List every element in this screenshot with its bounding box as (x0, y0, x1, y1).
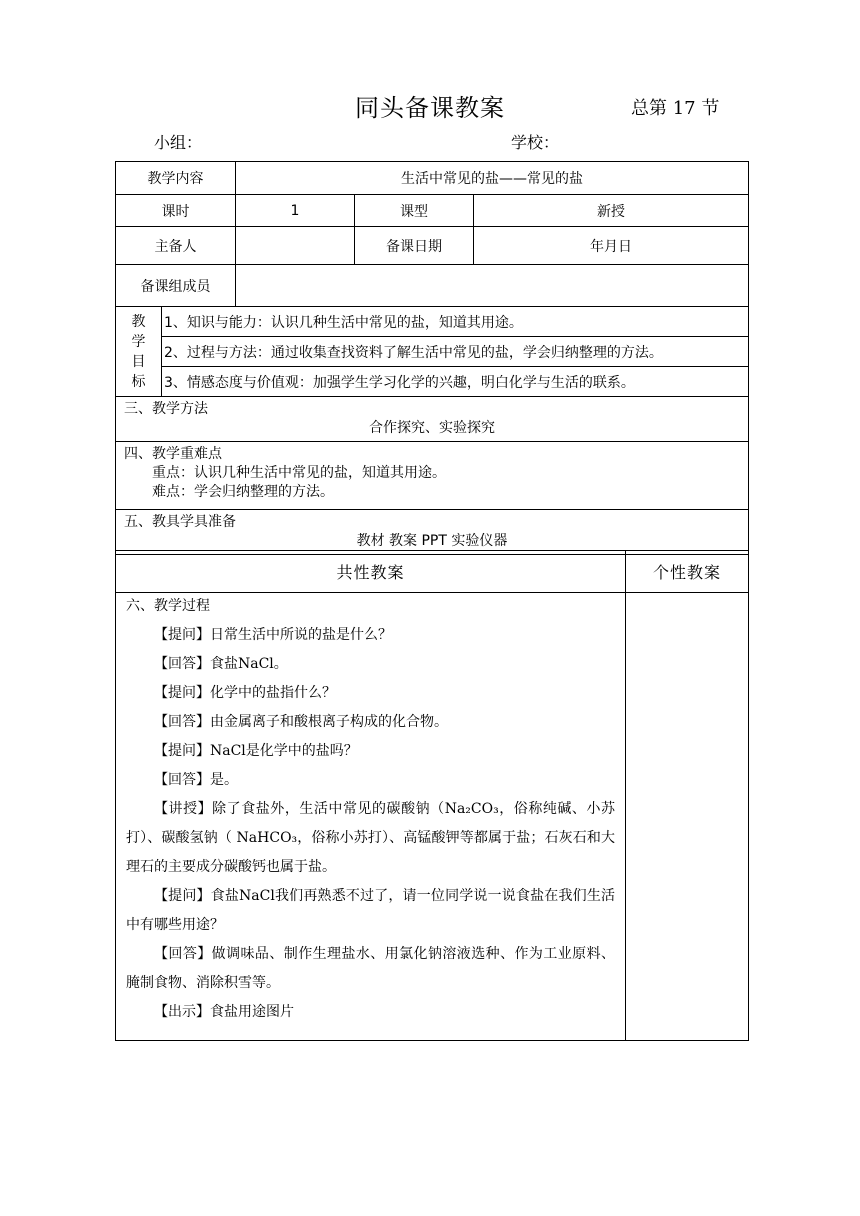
content-label: 教学内容 (116, 162, 236, 195)
process-item: 【讲授】除了食盐外，生活中常见的碳酸钠（Na₂CO₃，俗称纯碱、小苏打）、碳酸氢钠（ NaHCO₃，俗称小苏打）、高锰酸钾等都属于盐；石灰石和大理石的主要成分碳酸钙也属于盐。 (126, 801, 615, 875)
group-label: 小组： (154, 133, 203, 152)
type-value: 新授 (474, 195, 749, 227)
personal-plan-content (626, 593, 749, 1041)
tools-value: 教材 教案 PPT 实验仪器 (356, 533, 508, 549)
process-item: 【回答】做调味品、制作生理盐水、用氯化钠溶液选种、作为工业原料、腌制食物、消除积雪等。 (126, 946, 615, 991)
process-item: 【提问】NaCl是化学中的盐吗？ (154, 743, 358, 759)
common-plan-header: 共性教案 (116, 551, 626, 593)
process-item: 【回答】由金属离子和酸根离子构成的化合物。 (154, 714, 448, 730)
session-number: 总第 17 节 (631, 98, 720, 119)
page-title: 同头备课教案 (355, 94, 505, 122)
goal-knowledge: 1、知识与能力：认识几种生活中常见的盐，知道其用途。 (162, 307, 749, 337)
hours-value: 1 (236, 195, 355, 227)
tools-title: 五、教具学具准备 (124, 514, 236, 530)
process-item: 【出示】食盐用途图片 (154, 1004, 294, 1020)
personal-plan-header: 个性教案 (626, 551, 749, 593)
method-section (116, 397, 749, 442)
tools-section (116, 510, 749, 555)
members-label: 备课组成员 (116, 265, 236, 307)
preparer-label: 主备人 (116, 227, 236, 265)
keypoints-title: 四、教学重难点 (124, 446, 222, 462)
keypoints-section (116, 442, 749, 510)
lesson-info-table (115, 161, 749, 555)
members-value (236, 265, 749, 307)
type-label: 课型 (355, 195, 474, 227)
process-item: 【提问】日常生活中所说的盐是什么？ (154, 627, 392, 643)
process-item: 【提问】食盐NaCl我们再熟悉不过了，请一位同学说一说食盐在我们生活中有哪些用途？ (126, 888, 615, 933)
common-plan-content (116, 593, 626, 1041)
key-point: 重点：认识几种生活中常见的盐，知道其用途。 (152, 465, 446, 481)
process-item: 【回答】是。 (154, 772, 238, 788)
goal-process: 2、过程与方法：通过收集查找资料了解生活中常见的盐，学会归纳整理的方法。 (162, 337, 749, 367)
process-title: 六、教学过程 (126, 598, 210, 614)
hours-label: 课时 (116, 195, 236, 227)
process-item: 【提问】化学中的盐指什么？ (154, 685, 336, 701)
process-item: 【回答】食盐NaCl。 (154, 656, 288, 672)
preparer-value (236, 227, 355, 265)
teaching-process-table (115, 550, 749, 1041)
difficult-point: 难点：学会归纳整理的方法。 (152, 484, 334, 500)
method-value: 合作探究、实验探究 (369, 420, 495, 436)
content-value: 生活中常见的盐——常见的盐 (236, 162, 749, 195)
date-label: 备课日期 (355, 227, 474, 265)
goal-emotion: 3、情感态度与价值观：加强学生学习化学的兴趣，明白化学与生活的联系。 (162, 367, 749, 397)
school-label: 学校： (511, 133, 560, 152)
date-value: 年月日 (474, 227, 749, 265)
method-title: 三、教学方法 (124, 401, 208, 417)
goals-label: 教 学 目 标 (116, 307, 162, 397)
